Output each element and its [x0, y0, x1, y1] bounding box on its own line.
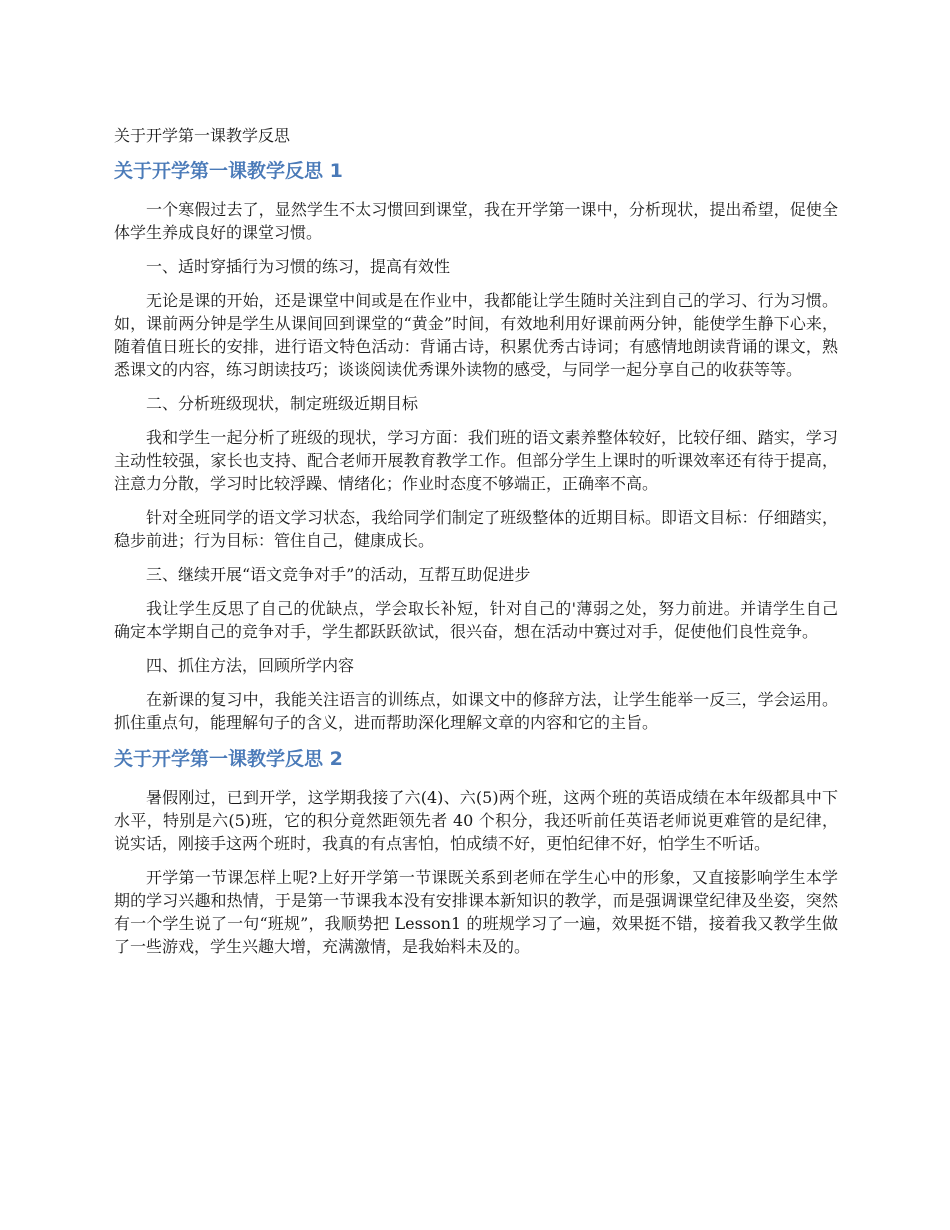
section-heading: 关于开学第一课教学反思 2	[114, 748, 343, 770]
paragraph: 我和学生一起分析了班级的现状，学习方面：我们班的语文素养整体较好，比较仔细、踏实，学习主动性较强，家长也支持、配合老师开展教育教学工作。但部分学生上课时的听课效率还有待于提高，注意力分散，学习时比较浮躁、情绪化；作业时态度不够端正，正确率不高。	[114, 428, 838, 493]
document-title: 关于开学第一课教学反思	[114, 126, 291, 145]
paragraph: 一个寒假过去了，显然学生不太习惯回到课堂，我在开学第一课中，分析现状，提出希望，促使全体学生养成良好的课堂习惯。	[114, 200, 838, 242]
subheading-paragraph: 一、适时穿插行为习惯的练习，提高有效性	[146, 257, 451, 276]
subheading-paragraph: 二、分析班级现状，制定班级近期目标	[146, 394, 419, 413]
paragraph: 无论是课的开始，还是课堂中间或是在作业中，我都能让学生随时关注到自己的学习、行为习惯。如，课前两分钟是学生从课间回到课堂的“黄金”时间，有效地利用好课前两分钟，能使学生静下心来，随着值日班长的安排，进行语文特色活动：背诵古诗，积累优秀古诗词；有感情地朗读背诵的课文，熟悉课文的内容，练习朗读技巧；谈谈阅读优秀课外读物的感受，与同学一起分享自己的收获等等。	[114, 291, 838, 379]
section-heading: 关于开学第一课教学反思 1	[114, 160, 343, 182]
section-2	[114, 746, 838, 958]
subheading-paragraph: 三、继续开展“语文竞争对手”的活动，互帮互助促进步	[146, 565, 531, 584]
document-page	[114, 124, 838, 969]
paragraph: 我让学生反思了自己的优缺点，学会取长补短，针对自己的'薄弱之处，努力前进。并请学生自己确定本学期自己的竞争对手，学生都跃跃欲试，很兴奋，想在活动中赛过对手，促使他们良性竞争。	[114, 599, 838, 641]
paragraph: 开学第一节课怎样上呢?上好开学第一节课既关系到老师在学生心中的形象，又直接影响学生本学期的学习兴趣和热情，于是第一节课我本没有安排课本新知识的教学，而是强调课堂纪律及坐姿，突然有一个学生说了一句“班规”，我顺势把 Lesson1 的班规学习了一遍，效果挺不错，接着我又教学生做了一些游戏，学生兴趣大增，充满激情，是我始料未及的。	[114, 868, 838, 956]
paragraph: 暑假刚过，已到开学，这学期我接了六(4)、六(5)两个班，这两个班的英语成绩在本年级都具中下水平，特别是六(5)班，它的积分竟然距领先者 40 个积分，我还听前任英语老师说更难管的是纪律，说实话，刚接手这两个班时，我真的有点害怕，怕成绩不好，更怕纪律不好，怕学生不听话。	[114, 788, 838, 853]
paragraph: 在新课的复习中，我能关注语言的训练点，如课文中的修辞方法，让学生能举一反三，学会运用。抓住重点句，能理解句子的含义，进而帮助深化理解文章的内容和它的主旨。	[114, 690, 838, 732]
paragraph: 针对全班同学的语文学习状态，我给同学们制定了班级整体的近期目标。即语文目标：仔细踏实，稳步前进；行为目标：管住自己，健康成长。	[114, 508, 838, 550]
subheading-paragraph: 四、抓住方法，回顾所学内容	[146, 656, 355, 675]
section-1	[114, 158, 838, 734]
